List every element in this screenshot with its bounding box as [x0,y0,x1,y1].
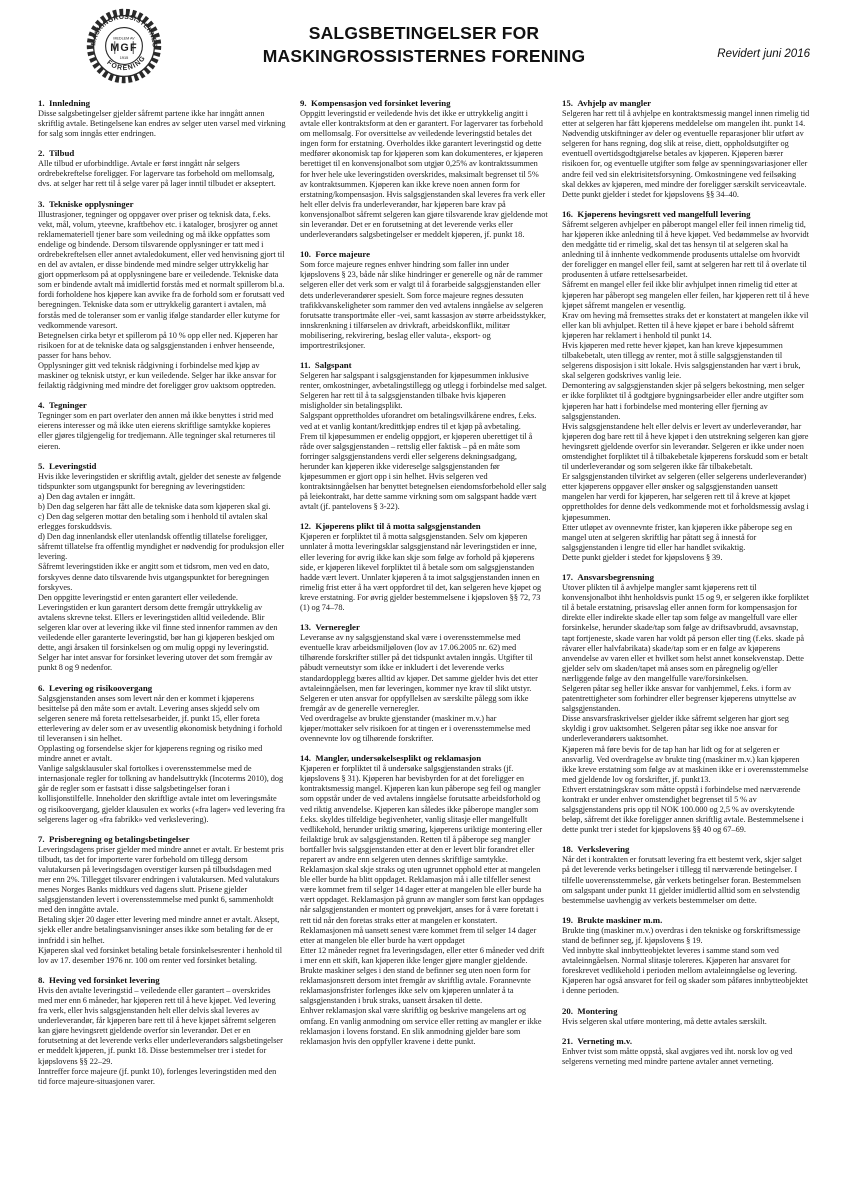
section-3 [38,199,286,392]
section-heading: 18. Verkslevering [562,844,630,855]
paragraph: Illustrasjoner, tegninger og oppgaver over priser og teknisk data, f.eks. vekt, mål, volum, yteevne, kraftbehov etc. i kataloger, brosjyrer og annet reklamemateriell tjener bare som veiledning og må ikke oppfattes som endelige og bindende. Dersom tilsvarende opplysninger er tatt med i ordrebekreftelsen eller annet avtaledokument, eller ved henvisning gjort til en del av avtalen, er disse bindende med mindre selger uttrykkelig har gjort oppmerksom på at opplysningene bare er veiledende. Tekniske data som er bindende avtalt må imidlertid forstås med et normalt spillerom bl.a. fordi forholdene hos kjøpere kan avvike fra de forhold som er forutsatt ved beregningen. Tekniske data som er uttrykkelig garantert i avtalen, må forstås med de toleranser som er vanlig ifølge standarder eller kutyme for vedkommende varesort. [38,209,285,330]
paragraph: d) Den dag innenlandsk eller utenlandsk offentlig tillatelse foreligger, såfremt tillatelse fra offentlig myndighet er nødvendig for produksjon eller levering. [38,532,285,562]
section-heading: 11. Salgspant [300,360,352,371]
section-heading: 14. Mangler, undersøkelsesplikt og reklamasjon [300,753,482,764]
section-heading: 17. Ansvarsbegrensning [562,572,654,583]
section-heading: 6. Levering og risikoovergang [38,682,153,693]
document-header [0,0,848,96]
section-heading: 7. Prisberegning og betalingsbetingelser [38,833,190,844]
section-16 [562,209,810,563]
section-13 [300,622,548,744]
section-heading: 16. Kjøperens hevingsrett ved mangelfull levering [562,208,751,219]
paragraph: Selgeren har salgspant i salgsgjenstanden for kjøpesummen inklusive renter, omkostninger, avbetalingstillegg og utlegg i forbindelse med salget. Selgeren har rett til å ta salgsgjenstanden tilbake hvis kjøperen misligholder sin betalingsplikt. [300,371,547,411]
paragraph: Disse salgsbetingelser gjelder såfremt partene ikke har inngått annen skriftlig avtale. Betingelsene kan endres av selger uten varsel med virkning for salg som inngås etter endringen. [38,109,286,139]
section-heading: 8. Heving ved forsinket levering [38,974,160,985]
section-1 [38,98,286,139]
logo-monogram: MGF [110,41,138,54]
paragraph: Etter 12 måneder regnet fra leveringsdagen, eller etter 6 måneder ved drift i mer enn ett skift, kan kjøperen ikke lenger gjøre mangler gjeldende. Brukte maskiner selges i den stand de befinner seg uten noen form for reklamasjonsrett dersom intet fremgår av skriftlig avtale. Forannevnte reklamasjonsfrister forlenges ikke selv om kjøperen unnlater å ta salgsgjenstanden i bruk straks, uansett årsaken til dette. [300,945,545,1006]
section-15 [562,98,810,200]
section-heading: 19. Brukte maskiner m.m. [562,914,663,925]
section-heading: 15. Avhjelp av mangler [562,98,652,108]
section-heading: 2. Tilbud [38,148,75,159]
logo-arc-top-text: MASKINGROSSISTERNES [90,13,158,48]
paragraph: Enhver reklamasjon skal være skriftlig og beskrive mangelens art og omfang. En vanlig anmodning om service eller retting av mangler er ikke reklamasjon i lovens forstand. En slik anmodning gjelder bare som reklamasjon hvis den oppfyller kravene i dette punkt. [300,1006,542,1046]
paragraph: Hvis kjøperen med rette hever kjøpet, kan han kreve kjøpesummen tilbakebetalt, uten tillegg av renter, mot å stille salgsgjenstanden til selgerens disposisjon i sitt lokale. Hvis salgsgjenstanden har vært i bruk, skal selgeren godskrives vanlig leie. [562,340,801,381]
section-heading: 1. Innledning [38,98,91,108]
section-7 [38,834,286,966]
paragraph: Selgeren har rett til å avhjelpe en kontraktsmessig mangel innen rimelig tid etter at selgeren har fått kjøperens meddelelse om mangelen iht. punkt 14. [562,109,810,129]
paragraph: Ethvert erstatningskrav som måtte oppstå i forbindelse med nærværende kontrakt er under enhver omstendighet begrenset til 5 % av salgsgjenstandens pris opp til NOK 100.000 og 2,5 % av overskytende beløp, såfremt det ikke foreligger annen skriftlig avtale. Bestemmelsene i dette punkt trer i stedet for kjøpslovens §§ 40 og 67–69. [562,784,804,835]
column-1 [38,98,286,1192]
paragraph: Såfremt selgeren avhjelper en påberopt mangel eller feil innen rimelig tid, har kjøperen ikke anledning til å heve kjøpet. Ved bedømmelse av hvorvidt den medgåtte tid er rimelig, skal det tas hensyn til at selgeren skal ha anledning til å innhente vedkommende produsents uttalelse om hvorvidt der foreligger en mangel eller feil, samt at selgeren har rett til å overlate til produsenten å utføre rettelsesarbeidet. [562,219,809,280]
paragraph: Hvis den avtalte leveringstid – veiledende eller garantert – overskrides med mer enn 6 måneder, har kjøperen rett til å heve kjøpet. Ved levering fra verk, eller hvis salgsgjenstanden helt eller delvis skal leveres av underleverandør, får kjøperen bare rett til å heve kjøpet såfremt selgeren kan gjøre hevingsrett gjeldende overfor sin leverandør. Det er en forutsetning at det leverende verks eller underleverandørs salgsbetingelser er meddelt kjøperen, jf. punkt 18. Disse bestemmelser trer i stedet for kjøpslovens §§ 22–29. [38,985,283,1066]
paragraph: Hvis ikke leveringstiden er skriftlig avtalt, gjelder det seneste av følgende tidspunkter som utgangspunkt for beregning av leveringstiden: [38,471,281,491]
logo-arc-bottom-text: FORENING [105,54,148,73]
paragraph: Opplysninger gitt ved teknisk rådgivning i forbindelse med kjøp av maskiner og teknisk utstyr, er kun veiledende. Selger har ikke ansvar for feilaktig rådgivning med mindre det foreligger grov uaktsom opptreden. [38,360,277,391]
paragraph: Opplasting og forsendelse skjer for kjøperens regning og risiko med mindre annet er avtalt. [38,743,263,764]
paragraph: Enhver tvist som måtte oppstå, skal avgjøres ved iht. norsk lov og ved selgerens verneting med mindre partene avtaler annet verneting. [562,1046,793,1066]
paragraph: a) Den dag avtalen er inngått. [38,491,136,501]
paragraph: Utover plikten til å avhjelpe mangler samt kjøperens rett til konvensjonalbot ihht henholdsvis punkt 15 og 9, er selgeren ikke forpliktet til å betale erstatning, prisavslag eller annen form for kompensasjon for direkte eller indirekte skade eller tap som følge av mangelfull vare eller forsinkelse, herunder skade/tap som følge av driftsavbrudd, avsavnstap, tapt fortjeneste, skade varen har voldt på person eller ting (f.eks. skade på råvarer eller halvfabrikata) skade/tap som er en følge av kjøperens anvendelse av varen eller et hvilket som helst annet konsekvenstap. Dette gjelder selv om skaden/tapet må anses som en påregnelig og/eller nærliggende følge av den mangelfulle vare/forsinkelsen. [562,583,810,683]
columns [38,98,810,1192]
section-heading: 12. Kjøperens plikt til å motta salgsgjenstanden [300,521,481,532]
paragraph: Etter utløpet av ovennevnte frister, kan kjøperen ikke påberope seg en mangel uten at selgeren skriftlig har påtatt seg å innestå for salgsgjenstanden i lengre tid eller har handlet svikaktig. [562,522,793,552]
paragraph: Dette punkt gjelder i stedet for kjøpslovens §§ 34–40. [562,189,739,199]
paragraph: Såfremt en mangel eller feil ikke blir avhjulpet innen rimelig tid etter at kjøperen har påberopt seg mangelen eller feilen, har kjøperen rett til å heve kjøpet såfremt mangelen er vesentlig. [562,280,810,310]
paragraph: Kjøperen må føre bevis for de tap han har lidt og for at selgeren er ansvarlig. Ved overdragelse av brukte ting (maskiner m.v.) kan kjøperen ikke kreve erstatning som følge av at maskinen ikke er i overensstemmelse med gjeldende lov og forskrifter, jf. punkt13. [562,744,809,784]
page-title-line1: SALGSBETINGELSER FOR [308,23,540,43]
section-heading: 4. Tegninger [38,400,87,411]
paragraph: Er salgsgjenstanden tilvirket av selgeren (eller selgerens underleverandør) etter kjøperens oppgaver eller ønsker og salgsgjenstanden uansett mangelen har verdi for kjøperen, har selgeren rett til å kreve at kjøpet opprettholdes for denne dels vedkommende mot et forholdsmessig avslag i kjøpesummen. [562,472,809,522]
section-21 [562,1036,810,1067]
page-title-line2: MASKINGROSSISTERNES FORENING [262,45,586,66]
section-9 [300,98,548,240]
paragraph: Salgsgjenstanden anses som levert når den er kommet i kjøperens besittelse på den måte som er avtalt. Levering anses skjedd selv om selgeren senere må foreta rettelsesarbeider, jf. punkt 15, eller foreta etterlevering av deler som er av uvesentlig økonomisk betydning i forhold til leveransen i sin helhet. [38,693,283,743]
section-6 [38,683,286,825]
section-14 [300,753,548,1047]
paragraph: Krav om heving må fremsettes straks det er konstatert at mangelen ikke vil eller kan bli avhjulpet. Retten til å heve kjøpet er bare i behold såfremt kjøperen har reklamert i henhold til punkt 14. [562,310,809,340]
paragraph: Leveringsdagens priser gjelder med mindre annet er avtalt. Er bestemt pris tilbudt, tas det for importerte varer forbehold om tillegg dersom valutakursen på leveringsdagen overstiger kursen på tilbudsdagen med mer enn 2%. Tillegget tilsvarer endringen i valutakursen. Med valutakurs menes Norges Banks midtkurs ved dagens slutt. Prisene gjelder salgsgjenstanden levert i overensstemmelse med punkt 6, sammenholdt med den inngåtte avtale. [38,844,284,915]
paragraph: Ved innbytte skal innbytteobjektet leveres i samme stand som ved avtaleinngåelsen. Normal slitasje tolereres. Kjøperen har ansvaret for foreskrevet vedlikehold i perioden mellom avtaleinngåelse og levering. Kjøperen har også ansvaret for feil og skader som påføres innbytteobjektet i denne perioden. [562,946,808,996]
paragraph: Alle tilbud er uforbindtlige. Avtale er først inngått når selgers ordrebekreftelse foreligger. For lagervare tas forbehold om mellomsalg, dvs. at selger har rett til å selge varer på lager inntil tilbudet er akseptert. [38,159,276,189]
paragraph: Den oppgitte leveringstid er enten garantert eller veiledende. Leveringstiden er kun garantert dersom dette fremgår uttrykkelig av avtalens skrevne tekst. Ellers er leveringstiden alltid veiledende. Blir selgeren klar over at levering ikke vil finne sted innenfor rammen av den veiledende eller garanterte leveringstid, bør han gi kjøperen beskjed om dette, angi årsaken til forsinkelsen og om mulig oppgi ny leveringstid. Selger har intet ansvar for forsinket levering utover det som fremgår av punkt 8 og 9 nedenfor. [38,592,278,673]
section-heading: 21. Verneting m.v. [562,1035,633,1046]
paragraph: Kjøperen skal ved forsinket betaling betale forsinkelsesrenter i henhold til lov av 17. desember 1976 nr. 100 om renter ved forsinket betaling. [38,945,283,965]
paragraph: Hvis selgeren skal utføre montering, må dette avtales særskilt. [562,1016,767,1026]
paragraph: Frem til kjøpesummen er endelig oppgjort, er kjøperen uberettiget til å råde over salgsgjenstanden – rettslig eller faktisk – på en måte som forringer salgsgjenstandens verdi eller selgerens dekningsadgang, herunder kan kjøperen ikke videreselge salgsgjenstanden før kjøpesummen er gjort opp i sin helhet. Hvis selgeren ved kontraktsinngåelsen har benyttet betegnelsen eiendomsforbehold eller salg på leiekontrakt, har dette samme virkning som om salgspant hadde vært avtalt (jf. pantelovens § 3-22). [300,431,547,512]
paragraph: Betegnelsen cirka betyr et spillerom på 10 % opp eller ned. Kjøperen har risikoen for at de tekniske data og salgsgjenstanden i enhver henseende, passer for hans behov. [38,330,278,360]
paragraph: Inntreffer force majeure (jf. punkt 10), forlenges leveringstiden med den tid force majeure-situasjonen varer. [38,1066,277,1086]
paragraph: Salgspant opprettholdes uforandret om betalingsvilkårene endres, f.eks. ved at et vanlig kontant/kredittkjøp endres til et kjøp på avbetaling. [300,411,537,431]
paragraph: Demontering av salgsgjenstanden skjer på selgers bekostning, men selger er ikke forpliktet til å godtgjøre bygningsarbeider eller andre utgifter som kjøperen har hatt i forbindelse med montering eller fjerning av salgsgjenstanden. [562,381,805,421]
paragraph: Kjøperen er forpliktet til å undersøke salgsgjenstanden straks (jf. kjøpslovens § 31). Kjøperen har bevisbyrden for at det foreligger en kontraktsmessig mangel. Kjøperen kan kun påberope seg feil og mangler som oppstår under de ved avtalens inngåelse forutsatte arbeidsforhold og ved riktig anvendelse. Kjøperen kan således ikke påberope mangler som f.eks. skyldes tilfeldige begivenheter, vanlig slitasje eller mangelfullt vedlikehold, herunder uriktig smøring, kjøperens uriktige montering eller feilaktige bruk av salgsgjenstanden. Retten til å påberope seg mangler bortfaller hvis salgsgjenstanden etter at den er levert blir forandret eller reparert av andre enn selgeren uten dennes skriftlige samtykke. [300,764,543,864]
section-heading: 3. Tekniske opplysninger [38,198,134,209]
section-20 [562,1006,810,1027]
section-19 [562,915,810,997]
section-12 [300,521,548,613]
paragraph: Hvis salgsgjenstandene helt eller delvis er levert av underleverandør, har kjøperen dog bare rett til å heve kjøpet i den utstrekning selgeren kan gjøre hevingsrett gjeldende overfor sin leverandør. Selgeren er ikke under noen omstendighet forpliktet til å tilbakebetale kjøperens forskudd som er betalt til underleverandør og som selgeren ikke får tilbakebetalt. [562,421,809,472]
section-heading: 5. Leveringstid [38,460,97,471]
paragraph: Leveranse av ny salgsgjenstand skal være i overensstemmelse med eventuelle krav arbeidsmiljøloven (lov av 17.06.2005 nr. 62) med tilhørende forskrifter stiller på det tidspunkt avtalen inngås. Utgifter til påbudt verneutstyr som ikke er inkludert i det leverende verks standardopplegg bæres alltid av kjøper. Det samme gjelder hvis det etter avtaleinngåelsen, men før leveringen, kommer nye krav til slikt utstyr. Selgeren er uten ansvar for oppfyllelsen av særskilte pålegg som ikke fremgår av de generelle verneregler. [300,633,538,713]
paragraph: Nødvendig utskiftninger av deler og eventuelle reparasjoner blir utført av selgeren for hans regning, dog slik at reise, diett, oppholdsutgifter og eventuell overtidsgodtgjørelse betales av kjøperen. Kjøperen bærer risikoen for, og eventuelle utgifter som følge av spenningsvariasjoner eller andre feil ved sin elektrisitetsforsyning. Omkostningene ved feilsøking skal dekkes av kjøperen, med mindre der foreligger særskilt serviceavtale. [562,129,808,189]
logo-year: 1915 [119,55,129,60]
section-4 [38,400,286,451]
paragraph: Dette punkt gjelder i stedet for kjøpslovens § 39. [562,552,723,562]
paragraph: Når det i kontrakten er forutsatt levering fra ett bestemt verk, skjer salget på det leverende verks betingelser i tillegg til nærværende betingelser. I tilfelle uoverensstemmelse, går verkets betingelser foran. Bestemmelsen om salgspant under punkt 11 gjelder imidlertid alltid som en selvstendig bestemmelse uavhengig av verkets bestemmelser om dette. [562,855,802,905]
section-17 [562,572,810,835]
logo-medlem-text: MEDLEM AV [113,36,135,41]
paragraph: Kjøperen er forpliktet til å motta salgsgjenstanden. Selv om kjøperen unnlater å motta leveringsklar salgsgjenstand når leveringstiden er inne, eller levering for øvrig ikke kan skje som følge av forhold på kjøperens side, er kjøperen likevel forpliktet til å betale som om salgsgjenstanden hadde vært levert. Unnlater kjøperen å ta imot salgsgjenstanden innen en rimelig frist etter å ha vært oppfordret til det, kan selgeren heve kjøpet og kreve erstatning. For øvrig gjelder bestemmelsene i kjøpsloven §§ 72, 73 (1) og 74–78. [300,532,542,613]
page-title [0,22,848,68]
column-3 [562,98,810,1192]
section-5 [38,461,286,674]
paragraph: Ved overdragelse av brukte gjenstander (maskiner m.v.) har kjøper/mottaker selv risikoen for at tingen er i overensstemmelse med ovennevnte lov og tilhørende forskrifter. [300,713,531,744]
paragraph: Tegninger som en part overlater den annen må ikke benyttes i strid med eierens interesser og må ikke uten eierens skriftlige samtykke kopieres eller gjøres tilgjengelig for tredjemann. Alle tegninger skal returneres til eieren. [38,411,276,451]
section-8 [38,975,286,1087]
paragraph: Oppgitt leveringstid er veiledende hvis det ikke er uttrykkelig angitt i avtale eller kontraktsform at den er garantert. For lagervarer tas forbehold om mellomsalg. For oversittelse av veiledende leveringstid betales det ingen form for erstatning. Overholdes ikke garantert leveringstid og dette medfører økonomisk tap for kjøperen som kan dokumenteres, er kjøperen berettiget til en konvensjonalbot som utgjør 0,25% av kontraktssummen for hver hele uke leveringstiden overskrides, maksimalt begrenset til 5% av kontraktsummen. Kjøperen kan ikke kreve noen annen form for erstatning/kompensasjon. Hvis salgsgjenstanden skal leveres fra verk eller helt eller delvis fra underleverandør, har kjøperen bare krav på konvensjonalbot såfremt selgeren kan gjøre tilsvarende krav gjeldende mot sin leverandør. Det er en forutsetning at det leverende verks eller underleverandørs salgsbetingelser er meddelt kjøperen, jf. punkt 18. [300,109,548,240]
column-2 [300,98,548,1192]
paragraph: Som force majeure regnes enhver hindring som faller inn under kjøpslovens § 23, både når slike hindringer er generelle og når de rammer selgeren eller det verk som er valgt til å forarbeide salgsgjenstanden eller dets underleverandører spesielt. Som force majeure regnes dessuten trafikkvanskeligheter som rammer den ved avtalens inngåelse av selgeren forutsatte transportmåte eller -vei, samt kassasjon av større arbeidsstykker, innskrenkning i tilførselen av drivkraft, arbeidskonflikt, militær mobilisering, rekvirering, beslag eller valuta-, eksport- og importrestriksjoner. [300,260,546,350]
paragraph: c) Den dag selgeren mottar den betaling som i henhold til avtalen skal erlegges forskuddsvis. [38,512,268,532]
paragraph: Disse ansvarsfraskrivelser gjelder ikke såfremt selgeren har gjort seg skyldig i grov uaktsomhet. Selgeren påtar seg ikke noe ansvar for underleverandørers uaktsomhet. [562,714,789,744]
section-2 [38,148,286,189]
paragraph: Vanlige salgsklausuler skal fortolkes i overensstemmelse med de internasjonale regler for tolkning av handelsuttrykk (Incoterms 2010), dog går de regler som er fastsatt i disse salgsbetingelser foran i kollisjonstilfelle. Inneholder den skriftlige avtale intet om leveringsmåte og risikoovergang, gjelder klausulen ex works («fra lager» ved levering fra selgerens lager og «fra fabrikk» ved verkslevering). [38,764,285,824]
section-heading: 20. Montering [562,1005,618,1016]
paragraph: Såfremt leveringstiden ikke er angitt som et tidsrom, men ved en dato, forskyves denne dato tilsvarende hvis utgangspunktet for beregningen forskyves. [38,562,270,592]
section-heading: 10. Force majeure [300,249,371,260]
paragraph: Reklamasjon skal skje straks og uten ugrunnet opphold etter at mangelen ble eller burde ha blitt oppdaget. Reklamasjon må i alle tilfeller senest være kommet frem til selger 14 dager etter at mangelen ble eller burde ha vært oppdaget. Reklamasjon på grunn av mangler som først kan oppdages når salgsgjenstanden er montert og prøvekjørt, anses for å være foretatt i rett tid når den foretas straks etter at mangelen er konstatert. Reklamasjonen må uansett senest være kommet frem til selger 14 dager etter at mangelen ble eller burde ha vært oppdaget [300,865,544,945]
section-11 [300,360,548,512]
paragraph: Brukte ting (maskiner m.v.) overdras i den tekniske og forskriftsmessige stand de befinner seg, jf. kjøpslovens § 19. [562,925,801,945]
paragraph: b) Den dag selgeren har fått alle de tekniske data som kjøperen skal gi. [38,501,271,511]
section-10 [300,249,548,351]
section-18 [562,844,810,905]
paragraph: Selgeren påtar seg heller ikke ansvar for vanhjemmel, f.eks. i form av patentrettigheter som forhindrer eller begrenser kjøperens utnyttelse av salgsgjenstanden. [562,683,797,714]
section-heading: 13. Verneregler [300,622,360,633]
revision-note: Revidert juni 2016 [717,48,810,60]
section-heading: 9. Kompensasjon ved forsinket levering [300,98,451,108]
paragraph: Betaling skjer 20 dager etter levering med mindre annet er avtalt. Aksept, sjekk eller andre betalingsanvisninger anses ikke som betaling før de er innfridd i sin helhet. [38,915,280,945]
